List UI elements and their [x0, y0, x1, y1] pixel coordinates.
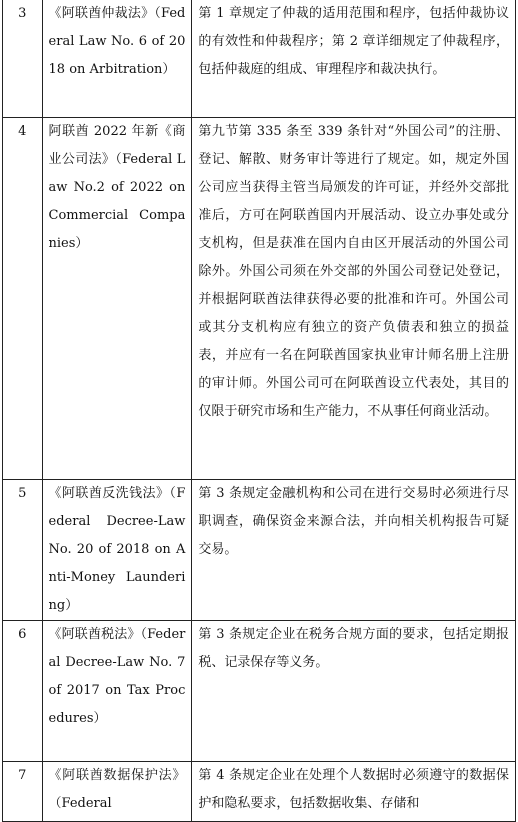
table-row	[3, 620, 516, 761]
law-description: 第 3 条规定金融机构和公司在进行交易时必须进行尽职调查，确保资金来源合法，并向相关机构报告可疑交易。	[192, 479, 516, 620]
table-row	[3, 117, 516, 479]
law-title: 《阿联酋税法》（Federal Decree-Law No. 7 of 2017 on Tax Procedures）	[42, 620, 192, 761]
law-title: 《阿联酋仲裁法》（Federal Law No. 6 of 2018 on Arbitration）	[42, 0, 192, 117]
table-row	[3, 0, 516, 117]
law-title: 《阿联酋反洗钱法》（Federal Decree-Law No. 20 of 2018 on Anti-Money Laundering）	[42, 479, 192, 620]
row-number: 5	[3, 479, 43, 620]
table-row	[3, 479, 516, 620]
law-table	[2, 0, 516, 822]
row-number: 3	[3, 0, 43, 117]
law-description: 第九节第 335 条至 339 条针对“外国公司”的注册、登记、解散、财务审计等进行了规定。如，规定外国公司应当获得主管当局颁发的许可证，并经外交部批准后，方可在阿联酋国内开展活动、设立办事处或分支机构，但是获准在国内自由区开展活动的外国公司除外。外国公司须在外交部的外国公司登记处登记，并根据阿联酋法律获得必要的批准和许可。外国公司或其分支机构应有独立的资产负债表和独立的损益表，并应有一名在阿联酋国家执业审计师名册上注册的审计师。外国公司可在阿联酋设立代表处，其目的仅限于研究市场和生产能力，不从事任何商业活动。	[192, 117, 516, 479]
law-description: 第 1 章规定了仲裁的适用范围和程序，包括仲裁协议的有效性和仲裁程序；第 2 章详细规定了仲裁程序，包括仲裁庭的组成、审理程序和裁决执行。	[192, 0, 516, 117]
law-description: 第 3 条规定企业在税务合规方面的要求，包括定期报税、记录保存等义务。	[192, 620, 516, 761]
table-row	[3, 761, 516, 821]
row-number: 7	[3, 761, 43, 821]
law-title: 《阿联酋数据保护法》（Federal	[42, 761, 192, 821]
law-title: 阿联酋 2022 年新《商业公司法》（Federal Law No.2 of 2022 on Commercial Companies）	[42, 117, 192, 479]
law-description: 第 4 条规定企业在处理个人数据时必须遵守的数据保护和隐私要求，包括数据收集、存储和	[192, 761, 516, 821]
row-number: 4	[3, 117, 43, 479]
row-number: 6	[3, 620, 43, 761]
